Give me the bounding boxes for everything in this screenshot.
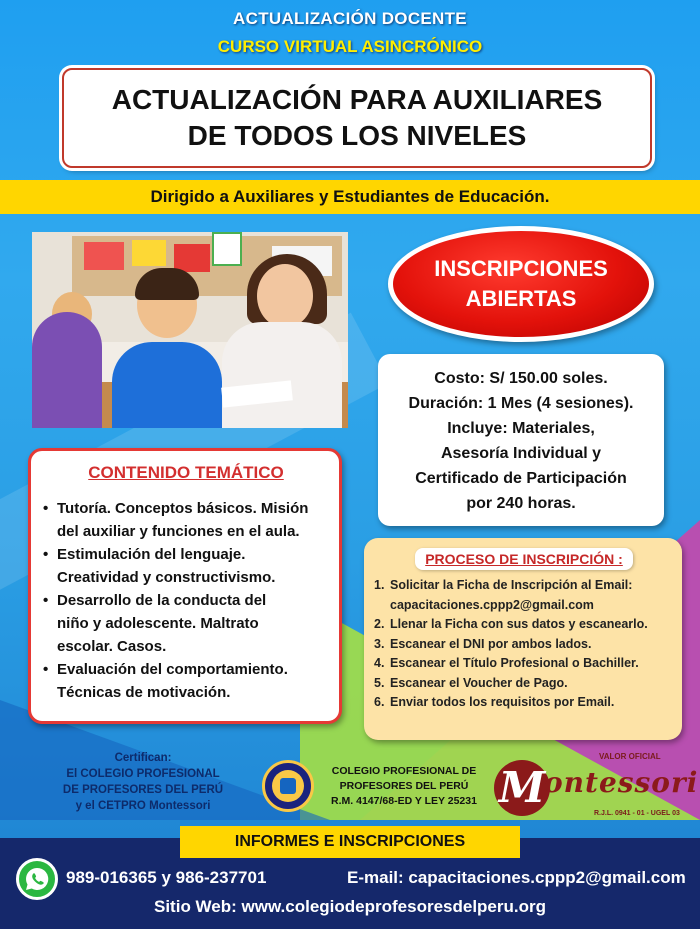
step-number: 1. [374,578,385,592]
certifiers-text [28,750,258,814]
content-box [28,448,342,724]
process-step [374,576,674,615]
colegio-line: PROFESORES DEL PERÚ [339,780,469,792]
hours-line: por 240 horas. [466,495,576,512]
step-number: 3. [374,636,385,651]
process-box [364,538,682,740]
phone-numbers[interactable]: 989-016365 y 986-237701 [66,868,267,887]
badge-line1: INSCRIPCIONES [434,256,608,281]
header-line2: CURSO VIRTUAL ASINCRÓNICO [217,37,483,56]
certifiers-line: DE PROFESORES DEL PERÚ [62,784,224,796]
process-step [374,693,674,713]
montessori-resolution: R.J.L. 0941 - 01 - UGEL 03 [594,810,680,817]
step-text: Escanear el Título Profesional o Bachiller. [390,656,639,670]
main-title-line1: ACTUALIZACIÓN PARA AUXILIARES [111,84,603,115]
classroom-photo [32,232,348,428]
process-step [374,654,674,674]
step-text: Escanear el Voucher de Pago. [390,675,568,690]
main-title-box [62,68,652,168]
content-item-text: Estimulación del lenguaje. Creatividad y constructivismo. [57,546,276,586]
content-item-text: Desarrollo de la conducta del niño y adolescente. Maltrato escolar. Casos. [57,592,267,655]
includes-line: Incluye: Materiales, [447,420,595,437]
content-item-text: Evaluación del comportamiento. Técnicas de motivación. [57,661,288,701]
content-item [43,497,329,543]
step-number: 4. [374,656,385,670]
registration-open-badge [388,226,654,342]
colegio-seal-icon [262,760,314,812]
process-step [374,615,674,635]
contact-email[interactable]: E-mail: capacitaciones.cppp2@gmail.com [347,868,686,887]
step-number: 2. [374,617,385,631]
step-text: Enviar todos los requisitos por Email. [390,695,615,709]
colegio-resolution: R.M. 4147/68-ED Y LEY 25231 [331,795,477,807]
process-step [374,635,674,655]
content-item [43,658,329,704]
main-title-line2: DE TODOS LOS NIVELES [187,120,527,151]
bullet-icon: • [43,592,49,609]
bullet-icon: • [43,661,49,678]
whatsapp-icon[interactable] [16,858,58,900]
certifiers-line: El COLEGIO PROFESIONAL [66,768,220,780]
includes-line3: Certificado de Participación [415,470,627,487]
colegio-line: COLEGIO PROFESIONAL DE [331,765,477,777]
duration-line: Duración: 1 Mes (4 sesiones). [408,395,634,412]
montessori-initial: M [494,760,550,816]
montessori-tag: VALOR OFICIAL [599,752,661,761]
step-text: Llenar la Ficha con sus datos y escanearlo. [390,617,648,631]
website-link[interactable]: Sitio Web: www.colegiodeprofesoresdelperu.org [154,897,546,916]
cost-line: Costo: S/ 150.00 soles. [434,370,608,387]
certifiers-heading: Certifican: [114,752,172,764]
content-item [43,589,329,658]
audience-band: Dirigido a Auxiliares y Estudiantes de Educación. [0,180,700,214]
process-title: PROCESO DE INSCRIPCIÓN : [415,548,633,570]
bullet-icon: • [43,500,49,517]
step-number: 5. [374,675,385,690]
info-band: INFORMES E INSCRIPCIONES [180,826,520,858]
step-text: Escanear el DNI por ambos lados. [390,636,592,651]
content-title: CONTENIDO TEMÁTICO [88,463,284,482]
colegio-info [314,764,494,809]
montessori-logo [494,752,699,820]
certifiers-line: y el CETPRO Montessori [75,800,211,812]
course-info-box [378,354,664,526]
montessori-word: ontessori [544,766,699,799]
step-number: 6. [374,695,385,709]
process-step [374,674,674,694]
content-item [43,543,329,589]
includes-line2: Asesoría Individual y [440,445,602,462]
step-text: Solicitar la Ficha de Inscripción al Email: capacitaciones.cppp2@gmail.com [390,578,633,612]
bullet-icon: • [43,546,49,563]
header-line1: ACTUALIZACIÓN DOCENTE [233,9,467,28]
badge-line2: ABIERTAS [465,286,577,311]
content-item-text: Tutoría. Conceptos básicos. Misión del auxiliar y funciones en el aula. [57,500,309,540]
